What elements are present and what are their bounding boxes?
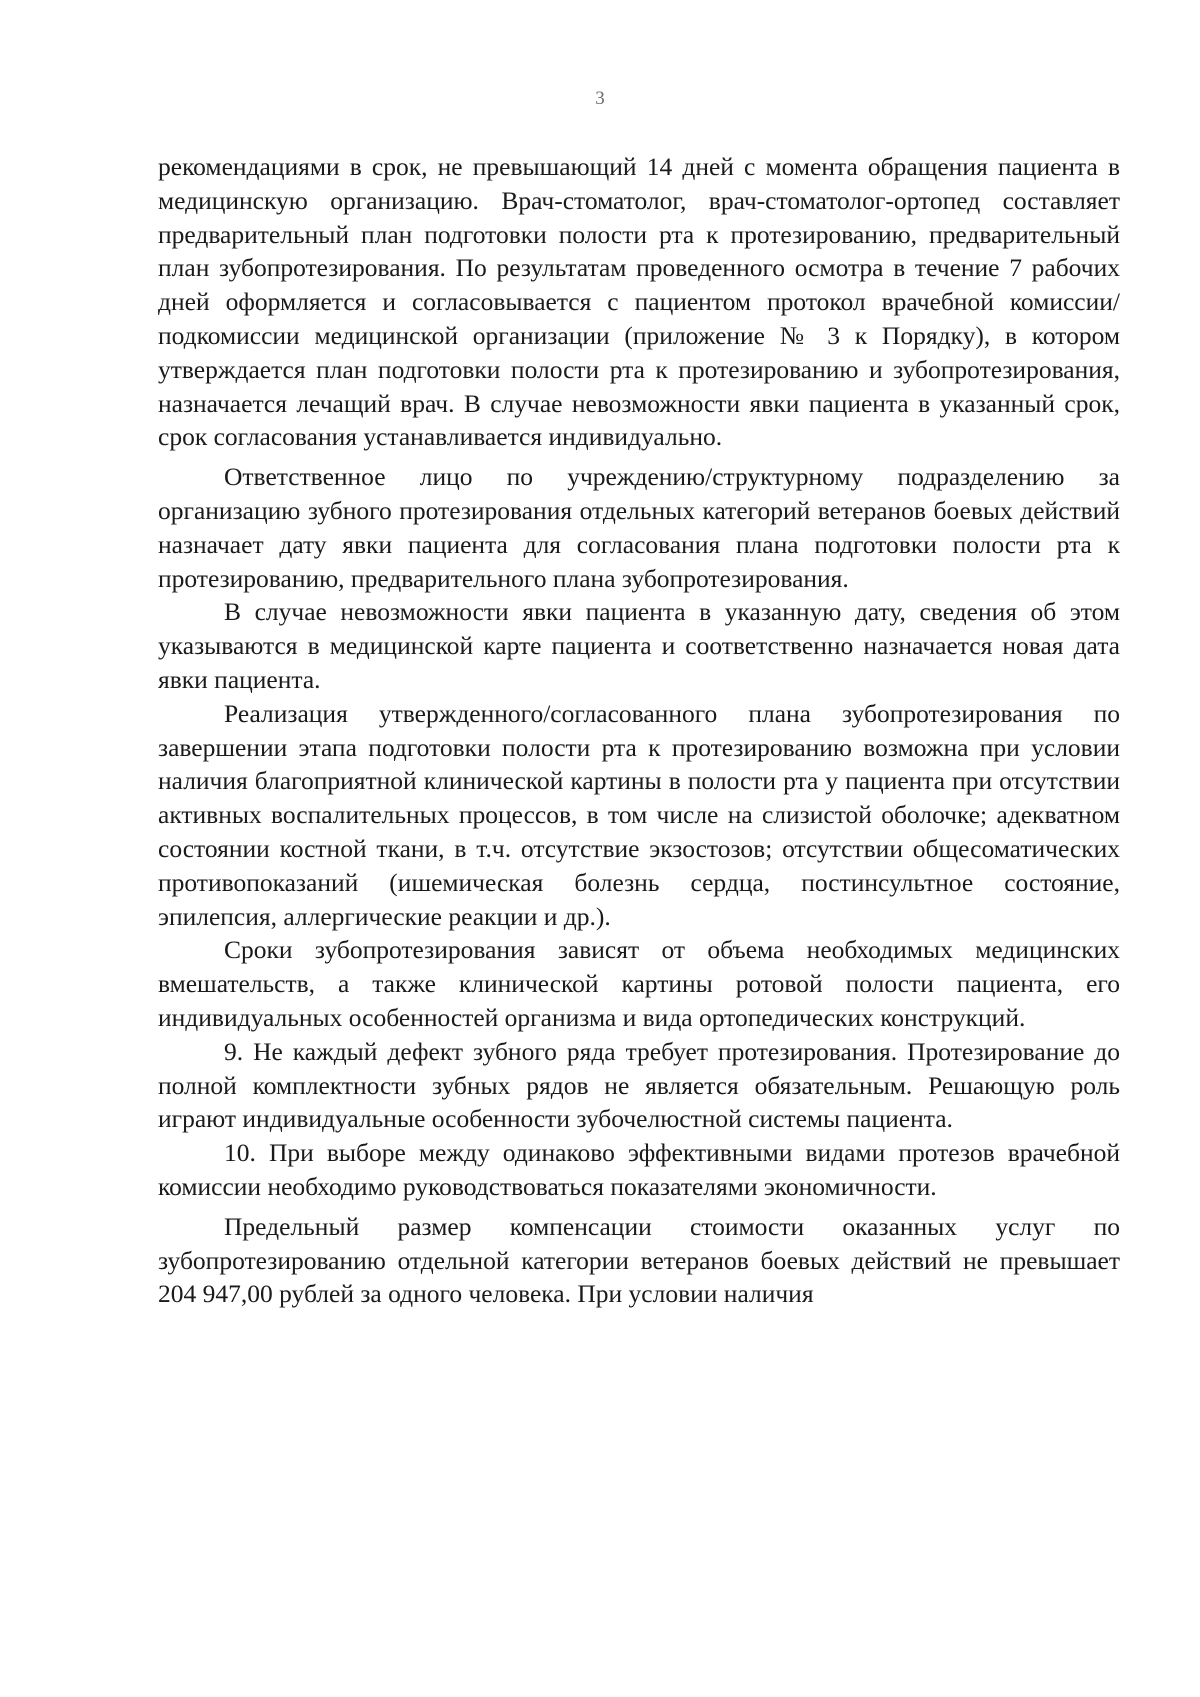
- document-body: [158, 150, 1120, 1311]
- page-number: 3: [595, 88, 605, 109]
- paragraph-plan-implementation: Реализация утвержденного/согласованного плана зубопротезирования по завершении этапа подготовки полости рта к протезированию возможна при условии наличия благоприятной клинической картины в полости рта у пациента при отсутствии активных воспалительных процессов, в том числе на слизистой оболочке; адекватном состоянии костной ткани, в т.ч. отсутствие экзостозов; отсутствии общесоматических противопоказаний (ишемическая болезнь сердца, постинсультное состояние, эпилепсия, аллергические реакции и др.).: [158, 698, 1120, 931]
- paragraph-missed-appointment: В случае невозможности явки пациента в указанную дату, сведения об этом указываются в медицинской карте пациента и соответственно назначается новая дата явки пациента.: [158, 597, 1120, 694]
- paragraph-terms: Сроки зубопротезирования зависят от объема необходимых медицинских вмешательств, а также клинической картины ротовой полости пациента, его индивидуальных особенностей организма и вида ортопедических конструкций.: [158, 935, 1120, 1032]
- paragraph-responsible-person: Ответственное лицо по учреждению/структурному подразделению за организацию зубного протезирования отдельных категорий ветеранов боевых действий назначает дату явки пациента для согласования плана подготовки полости рта к протезированию, предварительного плана зубопротезирования.: [158, 462, 1120, 593]
- paragraph-compensation-limit: Предельный размер компенсации стоимости оказанных услуг по зубопротезированию отдельной категории ветеранов боевых действий не превышает 204 947,00 рублей за одного человека. При условии наличия: [158, 1211, 1120, 1309]
- paragraph-continuation: рекомендациями в срок, не превышающий 14 дней с момента обращения пациента в медицинскую организацию. Врач-стоматолог, врач-стоматолог-ортопед составляет предварительный план подготовки полости рта к протезированию, предварительный план зубопротезирования. По результатам проведенного осмотра в течение 7 рабочих дней оформляется и согласовывается с пациентом протокол врачебной комиссии/ подкомиссии медицинской организации (приложение № 3 к Порядку), в котором утверждается план подготовки полости рта к протезированию и зубопротезирования, назначается лечащий врач. В случае невозможности явки пациента в указанный срок, срок согласования устанавливается индивидуально.: [158, 152, 1120, 452]
- paragraph-item-10: 10. При выборе между одинаково эффективными видами протезов врачебной комиссии необходимо руководствоваться показателями экономичности.: [158, 1138, 1120, 1201]
- paragraph-item-9: 9. Не каждый дефект зубного ряда требует протезирования. Протезирование до полной комплектности зубных рядов не является обязательным. Решающую роль играют индивидуальные особенности зубочелюстной системы пациента.: [158, 1036, 1120, 1134]
